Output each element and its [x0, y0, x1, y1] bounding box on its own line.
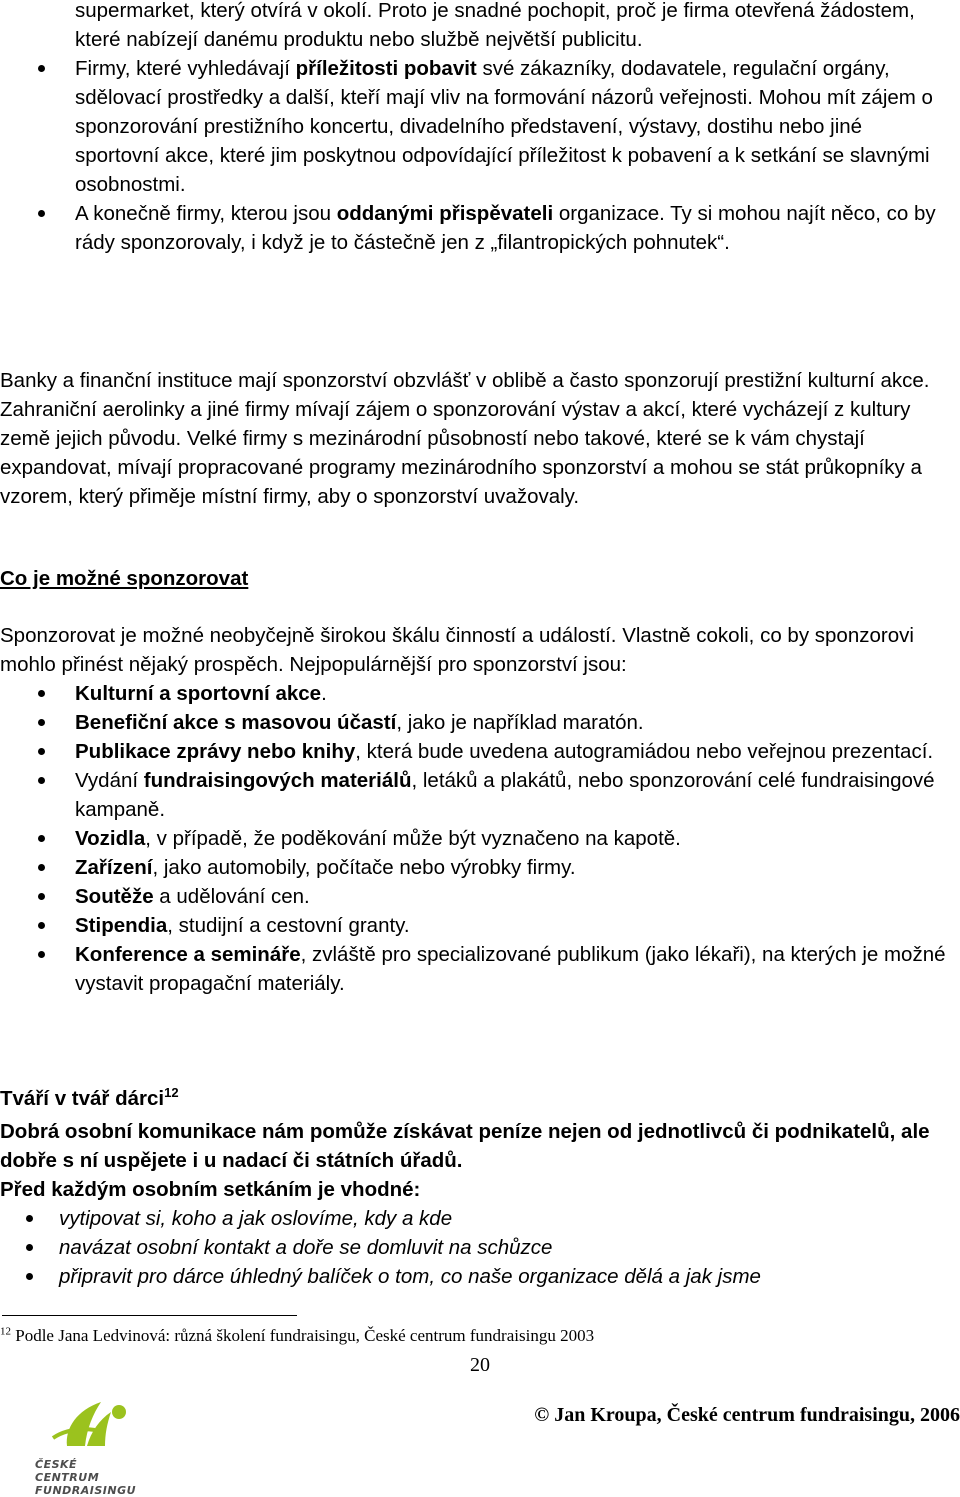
footer-copyright: © Jan Kroupa, České centrum fundraisingu, 2006 — [534, 1404, 960, 1426]
logo-line2: FUNDRAISINGU — [35, 1484, 137, 1497]
list-item: Stipendia, studijní a cestovní granty. — [0, 911, 946, 940]
sponsor-section — [0, 621, 946, 998]
list-item: A konečně firmy, kterou jsou oddanými přispěvateli organizace. Ty si mohou najít něco, co by rády sponzorovaly, i když je to částečně jen z „filantropických pohnutek“. — [0, 199, 946, 257]
list-item: připravit pro dárce úhledný balíček o tom, co naše organizace dělá a jak jsme — [0, 1262, 946, 1291]
sponsor-bullet-list — [0, 679, 946, 998]
banks-section — [0, 366, 946, 511]
face-section — [0, 1084, 946, 1291]
list-item: Zařízení, jako automobily, počítače nebo výrobky firmy. — [0, 853, 946, 882]
footnote-rule — [2, 1315, 297, 1316]
intro-section — [0, 0, 946, 257]
footnote-text: Podle Jana Ledvinová: různá školení fundraisingu, České centrum fundraisingu 2003 — [15, 1326, 595, 1345]
list-item: Publikace zprávy nebo knihy, která bude uvedena autogramiádou nebo veřejnou prezentací. — [0, 737, 946, 766]
list-item: vytipovat si, koho a jak oslovíme, kdy a kde — [0, 1204, 946, 1233]
list-item: Benefiční akce s masovou účastí, jako je například maratón. — [0, 708, 946, 737]
before-meeting: Před každým osobním setkáním je vhodné: — [0, 1178, 421, 1201]
section-heading-block — [0, 564, 946, 593]
footnote — [0, 1325, 946, 1347]
logo-mark-icon — [35, 1398, 145, 1450]
face-bold-paragraph: Dobrá osobní komunikace nám pomůže získávat peníze nejen od jednotlivců či podnikatelů, ale dobře s ní uspějete i u nadací či státních úřadů. — [0, 1120, 930, 1172]
list-item: Konference a semináře, zvláště pro specializované publikum (jako lékaři), na kterých je možné vystavit propagační materiály. — [0, 940, 946, 998]
list-item: Vydání fundraisingových materiálů, letáků a plakátů, nebo sponzorování celé fundraisingové kampaně. — [0, 766, 946, 824]
meeting-bullet-list — [0, 1204, 946, 1291]
continued-paragraph: supermarket, který otvírá v okolí. Proto je snadné pochopit, proč je firma otevřená žádostem, které nabízejí danému produktu nebo službě největší publicitu. — [75, 0, 915, 51]
intro-bullet-list — [0, 54, 946, 257]
list-item: Soutěže a udělování cen. — [0, 882, 946, 911]
list-item: Kulturní a sportovní akce. — [0, 679, 946, 708]
section-heading: Co je možné sponzorovat — [0, 567, 249, 590]
logo-line1: ČESKÉ CENTRUM — [35, 1458, 100, 1484]
banks-paragraph: Banky a finanční instituce mají sponzorství obzvlášť v oblibě a často sponzorují prestižní kulturní akce. Zahraniční aerolinky a jiné firmy mívají zájem o sponzorování výstav a akcí, které vycházejí z kultury země jejich původu. Velké firmy s mezinárodní působností nebo takové, které se k vám chystají expandovat, mívají propracované programy mezinárodního sponzorství a mohou se stát průkopníky a vzorem, který přiměje místní firmy, aby o sponzorství uvažovaly. — [0, 369, 930, 508]
footnote-number: 12 — [0, 1325, 11, 1338]
page-number: 20 — [470, 1354, 490, 1376]
section-intro: Sponzorovat je možné neobyčejně širokou škálu činností a událostí. Vlastně cokoli, co by sponzorovi mohlo přinést nějaký prospěch. Nejpopulárnější pro sponzorství jsou: — [0, 624, 914, 676]
organization-logo — [35, 1398, 145, 1497]
list-item: Vozidla, v případě, že poděkování může být vyznačeno na kapotě. — [0, 824, 946, 853]
face-heading: Tváří v tvář dárci$^{12}$ — [0, 1085, 179, 1110]
list-item: Firmy, které vyhledávají příležitosti pobavit své zákazníky, dodavatele, regulační orgány, sdělovací prostředky a další, kteří mají vliv na formování názorů veřejnosti. Mohou mít zájem o sponzorování prestižního koncertu, divadelního představení, výstavy, dostihu nebo jiné sportovní akce, které jim poskytnou odpovídající příležitost k pobavení a k setkání se slavnými osobnostmi. — [0, 54, 946, 199]
footnote-ref: 12 — [164, 1085, 179, 1101]
list-item: navázat osobní kontakt a doře se domluvit na schůzce — [0, 1233, 946, 1262]
